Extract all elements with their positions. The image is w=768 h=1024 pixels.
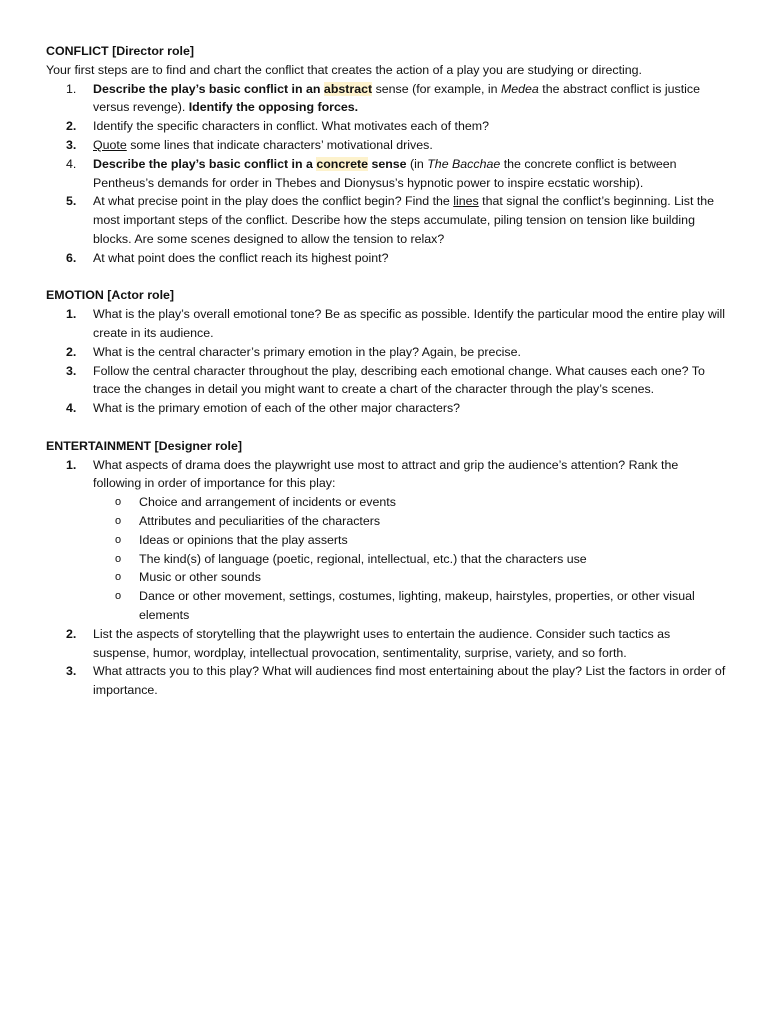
section-spacer <box>46 268 726 287</box>
sub-item-text: Music or other sounds <box>139 570 261 585</box>
conflict-item-2 <box>46 117 726 136</box>
list-number: 4. <box>66 156 77 171</box>
sub-list-item <box>93 568 726 587</box>
highlighted-term: concrete <box>316 156 368 171</box>
conflict-item-5 <box>46 192 726 248</box>
sub-list-item <box>93 550 726 569</box>
sub-item-text: Dance or other movement, settings, costumes, lighting, makeup, hairstyles, properties, or other visual elements <box>139 589 695 622</box>
play-title: The Bacchae <box>427 156 501 171</box>
item-text: What is the central character’s primary emotion in the play? Again, be precise. <box>93 344 521 359</box>
bullet-icon: o <box>115 496 122 509</box>
entertainment-heading: ENTERTAINMENT [Designer role] <box>46 438 242 453</box>
list-number: 3. <box>66 664 77 679</box>
conflict-item-1 <box>46 80 726 118</box>
highlighted-term: abstract <box>323 81 373 96</box>
emotion-item-3 <box>46 362 726 400</box>
item-text: Follow the central character throughout the play, describing each emotional change. What causes each one? To trace the changes in detail you might want to create a chart of the character through the play’s scenes. <box>93 363 705 397</box>
play-title: Medea <box>500 81 539 96</box>
emotion-item-1 <box>46 305 726 343</box>
list-number: 2. <box>66 626 77 641</box>
item-text: Identify the opposing forces. <box>188 100 359 115</box>
item-text: some lines that indicate characters’ motivational drives. <box>126 137 433 152</box>
bullet-icon: o <box>115 552 122 565</box>
item-text: List the aspects of storytelling that the playwright uses to entertain the audience. Consider such tactics as suspense, humor, wordplay, intellectual provocation, sentimentality, surprise, variety, and so forth. <box>93 626 671 660</box>
entertainment-list <box>46 456 726 700</box>
item-text: Describe the play’s basic conflict in an <box>93 81 324 96</box>
bullet-icon: o <box>115 571 122 584</box>
emotion-item-4 <box>46 399 726 418</box>
entertainment-item-1 <box>46 456 726 625</box>
conflict-item-3 <box>46 136 726 155</box>
list-number: 3. <box>66 363 77 378</box>
sub-list-item <box>93 512 726 531</box>
list-number: 5. <box>66 194 77 209</box>
item-text: What is the play’s overall emotional tone? Be as specific as possible. Identify the particular mood the entire play will create in its audience. <box>93 307 726 340</box>
section-spacer <box>46 418 726 437</box>
sub-item-text: The kind(s) of language (poetic, regional, intellectual, etc.) that the characters use <box>139 551 587 566</box>
sub-item-text: Choice and arrangement of incidents or events <box>139 495 396 510</box>
sub-list-item <box>93 587 726 625</box>
item-text: At what precise point in the play does the conflict begin? Find the <box>93 194 454 209</box>
item-text: What attracts you to this play? What will audiences find most entertaining about the play? List the factors in order of importance. <box>93 664 726 698</box>
bullet-icon: o <box>115 514 122 527</box>
item-text: What is the primary emotion of each of the other major characters? <box>93 401 461 416</box>
item-text: (in <box>406 156 428 171</box>
item-text: Identify the specific characters in conflict. What motivates each of them? <box>93 119 489 134</box>
sub-item-text: Ideas or opinions that the play asserts <box>139 532 348 547</box>
conflict-intro: Your first steps are to find and chart the conflict that creates the action of a play you are studying or directing. <box>46 62 643 77</box>
item-text: the abstract conflict is justice versus revenge). <box>93 81 700 115</box>
underlined-term: Quote <box>93 137 127 152</box>
item-text: At what point does the conflict reach its highest point? <box>93 250 389 265</box>
conflict-item-6 <box>46 249 726 268</box>
item-text: Describe the play’s basic conflict in a <box>93 156 317 171</box>
list-number: 1. <box>66 307 77 322</box>
sub-item-text: Attributes and peculiarities of the characters <box>139 513 381 528</box>
item-text: the concrete conflict is between Pentheus’s demands for order in Thebes and Dionysus’s hypnotic power to inspire ecstatic worship). <box>93 156 677 190</box>
conflict-list <box>46 80 726 268</box>
emotion-list <box>46 305 726 418</box>
conflict-item-4 <box>46 155 726 193</box>
bullet-icon: o <box>115 533 122 546</box>
bullet-icon: o <box>115 590 122 603</box>
sub-list-item <box>93 531 726 550</box>
sub-list <box>93 493 726 625</box>
list-number: 1. <box>66 457 77 472</box>
item-text: sense <box>368 156 407 171</box>
underlined-term: lines <box>453 194 479 209</box>
emotion-item-2 <box>46 343 726 362</box>
item-text: that signal the conflict’s beginning. List the most important steps of the conflict. Describe how the steps accumulate, piling tension on tension like building blocks. Are some scenes designed to allow the tension to relax? <box>93 194 715 246</box>
entertainment-item-2 <box>46 625 726 663</box>
list-number: 1. <box>66 81 77 96</box>
entertainment-item-3 <box>46 662 726 700</box>
conflict-heading: CONFLICT [Director role] <box>46 44 195 58</box>
list-number: 6. <box>66 250 77 265</box>
item-text: (for example, in <box>408 81 501 96</box>
list-number: 2. <box>66 344 77 359</box>
sub-list-item <box>93 493 726 512</box>
item-text: sense <box>372 81 409 96</box>
emotion-heading: EMOTION [Actor role] <box>46 288 175 303</box>
item-text: What aspects of drama does the playwright use most to attract and grip the audience’s attention? Rank the following in order of importance for this play: <box>93 457 679 491</box>
list-number: 4. <box>66 401 77 416</box>
list-number: 3. <box>66 137 77 152</box>
document-body <box>46 42 726 700</box>
list-number: 2. <box>66 119 77 134</box>
